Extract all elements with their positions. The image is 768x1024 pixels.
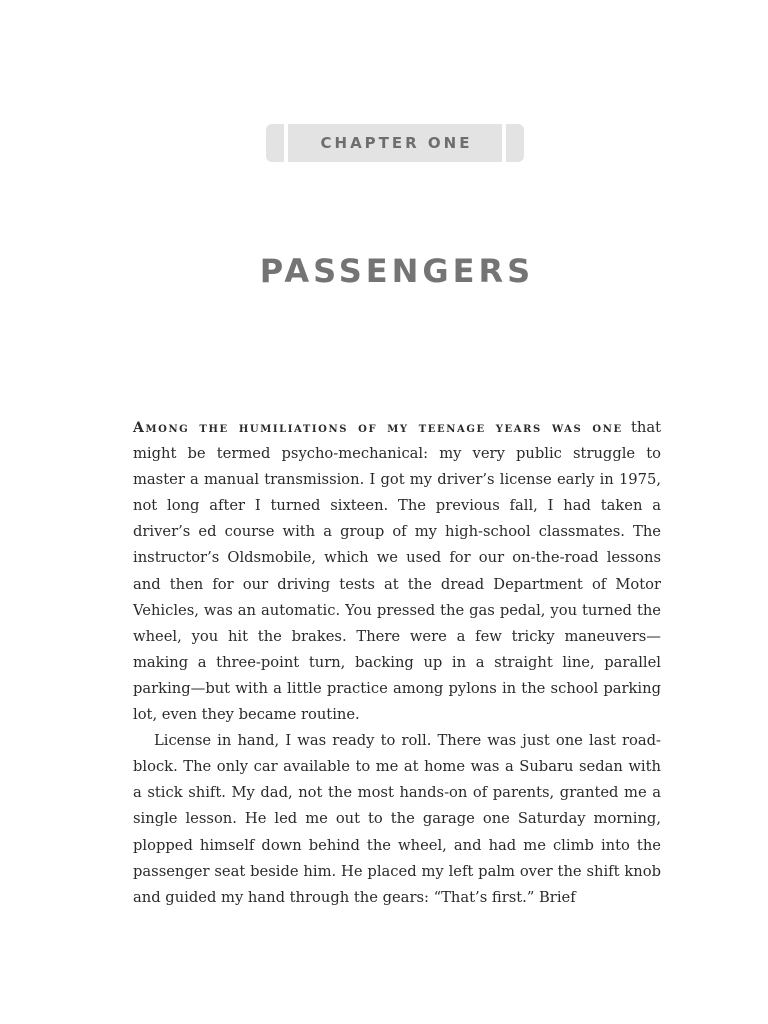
paragraph-1-lead-in: Among the humiliations of my teenage years was one	[133, 420, 623, 436]
chapter-title: PASSENGERS	[259, 252, 535, 290]
banner-right-cap	[506, 124, 524, 162]
chapter-label: CHAPTER ONE	[320, 134, 473, 152]
banner-center	[288, 124, 502, 162]
paragraph-1-text: that might be termed psycho-mechanical: my very public struggle to master a manual transmission. I got my driver’s license early in 1975, not long after I turned sixteen. The previous fall, I had taken a driver’s ed course with a group of my high-school classmates. The instructor’s Oldsmobile, which we used for our on-the-road lessons and then for our driving tests at the dread Department of Motor Vehicles, was an automatic. You pressed the gas pedal, you turned the wheel, you hit the brakes. There were a few tricky maneuvers—making a three-point turn, backing up in a straight line, parallel parking—but with a little practice among pylons in the school parking lot, even they became routine.	[133, 419, 661, 724]
chapter-body	[133, 415, 661, 911]
banner-left-cap	[266, 124, 284, 162]
chapter-banner	[266, 124, 524, 162]
paragraph-1	[133, 415, 661, 728]
paragraph-2: License in hand, I was ready to roll. There was just one last road-block. The only car available to me at home was a Subaru sedan with a stick shift. My dad, not the most hands-on of parents, granted me a single lesson. He led me out to the garage one Saturday morning, plopped himself down behind the wheel, and had me climb into the passenger seat beside him. He placed my left palm over the shift knob and guided my hand through the gears: “That’s first.” Brief	[133, 732, 661, 906]
